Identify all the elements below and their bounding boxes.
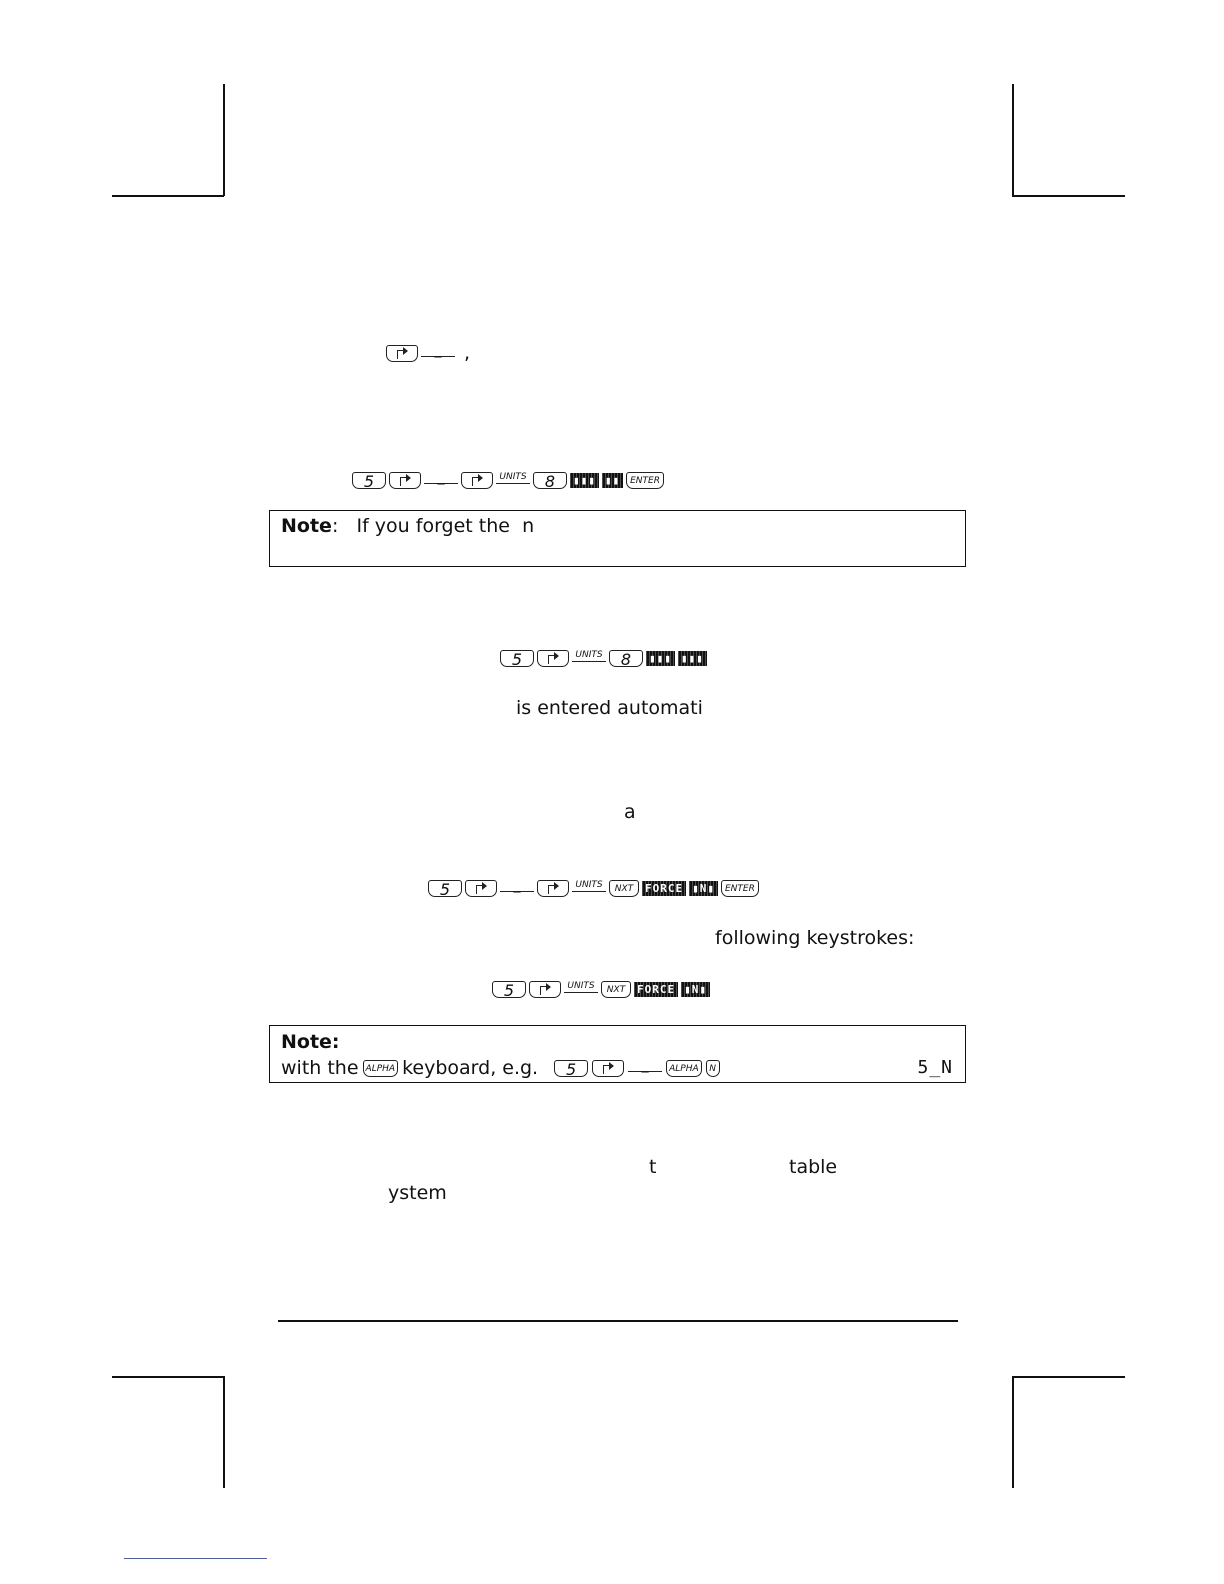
right-shift-icon (470, 475, 484, 485)
soft-menu-key: ▮▮▮ (646, 651, 675, 666)
crop-mark-bl-v (223, 1376, 225, 1488)
underscore-key: _ (424, 472, 458, 484)
keystroke-line-1 (386, 342, 455, 364)
key-5: 5 (500, 650, 534, 667)
text-following-keystrokes: following keystrokes: (715, 927, 915, 949)
note-1-tail: n (522, 515, 535, 537)
note-1-label: Note (281, 515, 332, 537)
enter-key: ENTER (721, 880, 759, 897)
text-table: table (789, 1156, 838, 1178)
text-a: a (624, 801, 636, 823)
right-shift-key (537, 650, 569, 667)
units-key: UNITS (496, 472, 530, 484)
alpha-key-2: ALPHA (666, 1060, 702, 1077)
units-key: UNITS (572, 650, 606, 662)
crop-mark-tr-v (1012, 84, 1014, 196)
crop-mark-tl-h (112, 195, 224, 197)
note-box-1 (269, 510, 966, 567)
crop-mark-br-h (1012, 1376, 1125, 1378)
right-shift-icon (395, 348, 409, 358)
note-1-text: If you forget the (356, 515, 510, 537)
note-1-line (281, 514, 534, 538)
underscore-key: _ (421, 345, 455, 357)
note-2-with-the: with the (281, 1057, 359, 1079)
key-5: 5 (554, 1060, 588, 1077)
footer-link-underline (124, 1558, 267, 1559)
keystroke-line-5 (492, 978, 710, 1000)
right-shift-key (529, 981, 561, 998)
key-5: 5 (428, 880, 462, 897)
soft-menu-key: ▮N▮ (689, 881, 718, 896)
key-8: 8 (533, 472, 567, 489)
line1-trailing-comma: , (464, 342, 471, 364)
units-key: UNITS (564, 981, 598, 993)
crop-mark-br-v (1012, 1376, 1014, 1488)
key-5: 5 (352, 472, 386, 489)
right-shift-key (386, 345, 418, 362)
text-ystem: ystem (388, 1182, 447, 1204)
keystroke-line-4 (428, 877, 759, 899)
units-key: UNITS (572, 880, 606, 892)
right-shift-icon (398, 475, 412, 485)
right-shift-key (465, 880, 497, 897)
crop-mark-bl-h (112, 1376, 224, 1378)
key-5: 5 (492, 981, 526, 998)
underscore-key: _ (500, 880, 534, 892)
soft-menu-key: ▮N▮ (681, 982, 710, 997)
soft-menu-key: ▮▮▮ (678, 651, 707, 666)
right-shift-key (537, 880, 569, 897)
right-shift-icon (546, 653, 560, 663)
n-key: N (706, 1060, 720, 1077)
footer-rule (278, 1320, 958, 1322)
right-shift-icon (474, 883, 488, 893)
soft-menu-key: FORCE (642, 881, 686, 896)
text-entered-automatically: is entered automati (516, 697, 703, 719)
lcd-result: 5_N (917, 1057, 953, 1078)
right-shift-key (461, 472, 493, 489)
underscore-key: _ (628, 1060, 662, 1072)
note-2-label: Note: (281, 1031, 340, 1053)
right-shift-icon (538, 984, 552, 994)
enter-key: ENTER (626, 472, 664, 489)
right-shift-icon (601, 1063, 615, 1073)
note-2-line (281, 1056, 720, 1080)
right-shift-key (389, 472, 421, 489)
note-box-2 (269, 1025, 966, 1083)
key-8: 8 (609, 650, 643, 667)
alpha-key: ALPHA (363, 1060, 399, 1077)
right-shift-icon (546, 883, 560, 893)
keystroke-line-3 (500, 647, 707, 669)
note-2-keyboard-eg: keyboard, e.g. (402, 1057, 539, 1079)
text-t: t (649, 1156, 657, 1178)
soft-menu-key: FORCE (634, 982, 678, 997)
soft-menu-key: ▮▮ (602, 473, 623, 488)
right-shift-key (592, 1060, 624, 1077)
note-1-colon: : (331, 515, 339, 537)
nxt-key: NXT (609, 880, 639, 897)
nxt-key: NXT (601, 981, 631, 998)
soft-menu-key: ▮▮▮ (570, 473, 599, 488)
crop-mark-tl-v (223, 84, 225, 196)
crop-mark-tr-h (1012, 195, 1125, 197)
keystroke-line-2 (352, 469, 664, 491)
